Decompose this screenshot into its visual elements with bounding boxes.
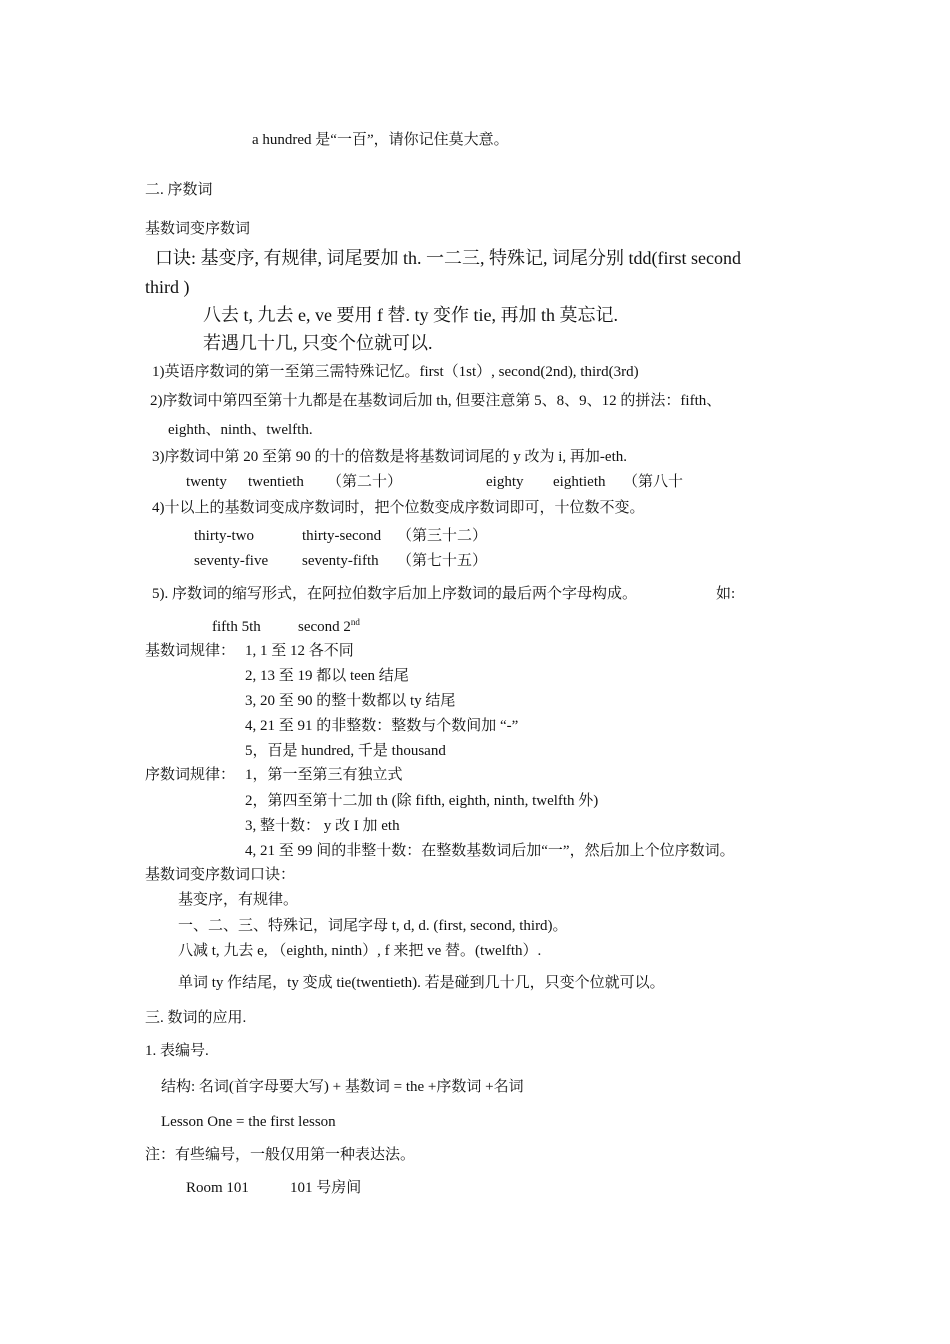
example-twentieth: twentieth (248, 474, 304, 490)
rule-3: 3)序数词中第 20 至第 90 的十的倍数是将基数词词尾的 y 改为 i, 再加-eth. (152, 449, 627, 465)
example-seventy-five: seventy-five (194, 553, 269, 569)
example-seventy-fifth: seventy-fifth (302, 553, 379, 569)
example-eighty: eighty (486, 474, 524, 490)
section-heading-application: 三. 数词的应用. (145, 1010, 247, 1026)
example-twentieth-cn: （第二十） (327, 474, 403, 490)
rhyme-line-d: 单词 ty 作结尾，ty 变成 tie(twentieth). 若是碰到几十几，只变个位就可以。 (178, 975, 665, 991)
example-seventy-fifth-cn: （第七十五） (397, 553, 488, 569)
rule-5-eg: 如: (716, 586, 736, 602)
item-1-heading: 1. 表编号. (145, 1043, 209, 1059)
section-heading-ordinals: 二. 序数词 (145, 182, 213, 198)
example-second-2nd (298, 617, 360, 637)
example-thirty-second-cn: （第三十二） (397, 528, 488, 544)
room-example-cn: 101 号房间 (290, 1180, 362, 1196)
example-second-text: second 2 (298, 619, 351, 635)
example-thirty-second: thirty-second (302, 528, 382, 544)
cardinal-rule-3: 3, 20 至 90 的整十数都以 ty 结尾 (245, 693, 456, 709)
ordinal-rule-4: 4, 21 至 99 间的非整十数：在整数基数词后加“一”，然后加上个位序数词。 (245, 843, 735, 859)
cardinal-rule-5: 5，百是 hundred, 千是 thousand (245, 743, 446, 759)
note-line: 注：有些编号，一般仅用第一种表达法。 (145, 1147, 416, 1163)
rhyme-line-2: 八去 t, 九去 e, ve 要用 f 替. ty 变作 tie, 再加 th 莫忘记. (203, 305, 618, 325)
rhyme-title: 基数词变序数词口诀： (145, 867, 296, 883)
structure-line: 结构: 名词(首字母要大写) + 基数词 = the +序数词 +名词 (161, 1079, 524, 1095)
example-eightieth-cn: （第八十 (623, 474, 684, 490)
example-thirty-two: thirty-two (194, 528, 254, 544)
example-eightieth: eightieth (553, 474, 606, 490)
rule-2a: 2)序数词中第四至第十九都是在基数词后加 th, 但要注意第 5、8、9、12 的拼法：fifth、 (150, 393, 722, 409)
rhyme-line-1a: 口诀: 基变序, 有规律, 词尾要加 th. 一二三, 特殊记, 词尾分别 tdd(first second (155, 248, 741, 268)
cardinal-rules-title: 基数词规律： (145, 643, 236, 659)
rule-4: 4)十以上的基数词变成序数词时，把个位数变成序数词即可，十位数不变。 (152, 500, 645, 516)
ordinal-rule-2: 2，第四至第十二加 th (除 fifth, eighth, ninth, twelfth 外) (245, 793, 599, 809)
rhyme-line-b: 一、二、三、特殊记，词尾字母 t, d, d. (first, second, third)。 (178, 918, 568, 934)
rhyme-line-c: 八减 t, 九去 e, （eighth, ninth）, f 来把 ve 替。(twelfth）. (178, 943, 542, 959)
rule-5: 5). 序数词的缩写形式，在阿拉伯数字后加上序数词的最后两个字母构成。 (152, 586, 637, 602)
hundred-rhyme: a hundred 是“一百”，请你记住莫大意。 (252, 132, 509, 148)
rule-1: 1)英语序数词的第一至第三需特殊记忆。first（1st）, second(2nd), third(3rd) (152, 364, 639, 380)
rhyme-line-3: 若遇几十几, 只变个位就可以. (203, 333, 433, 353)
cardinal-rule-4: 4, 21 至 91 的非整数：整数与个数间加 “-” (245, 718, 519, 734)
example-second-sup: nd (350, 617, 360, 627)
ordinal-rules-title: 序数词规律： (145, 767, 236, 783)
ordinal-rule-3: 3, 整十数： y 改 I 加 eth (245, 818, 400, 834)
lesson-example: Lesson One = the first lesson (161, 1114, 336, 1130)
example-fifth-5th: fifth 5th (212, 619, 261, 635)
ordinal-rule-1: 1，第一至第三有独立式 (245, 767, 403, 783)
rhyme-line-1b: third ) (145, 277, 190, 297)
room-example: Room 101 (186, 1180, 249, 1196)
cardinal-to-ordinal-heading: 基数词变序数词 (145, 221, 251, 237)
rhyme-line-a: 基变序，有规律。 (178, 892, 299, 908)
rule-2b: eighth、ninth、twelfth. (168, 422, 313, 438)
cardinal-rule-2: 2, 13 至 19 都以 teen 结尾 (245, 668, 409, 684)
cardinal-rule-1: 1, 1 至 12 各不同 (245, 643, 354, 659)
example-twenty: twenty (186, 474, 227, 490)
